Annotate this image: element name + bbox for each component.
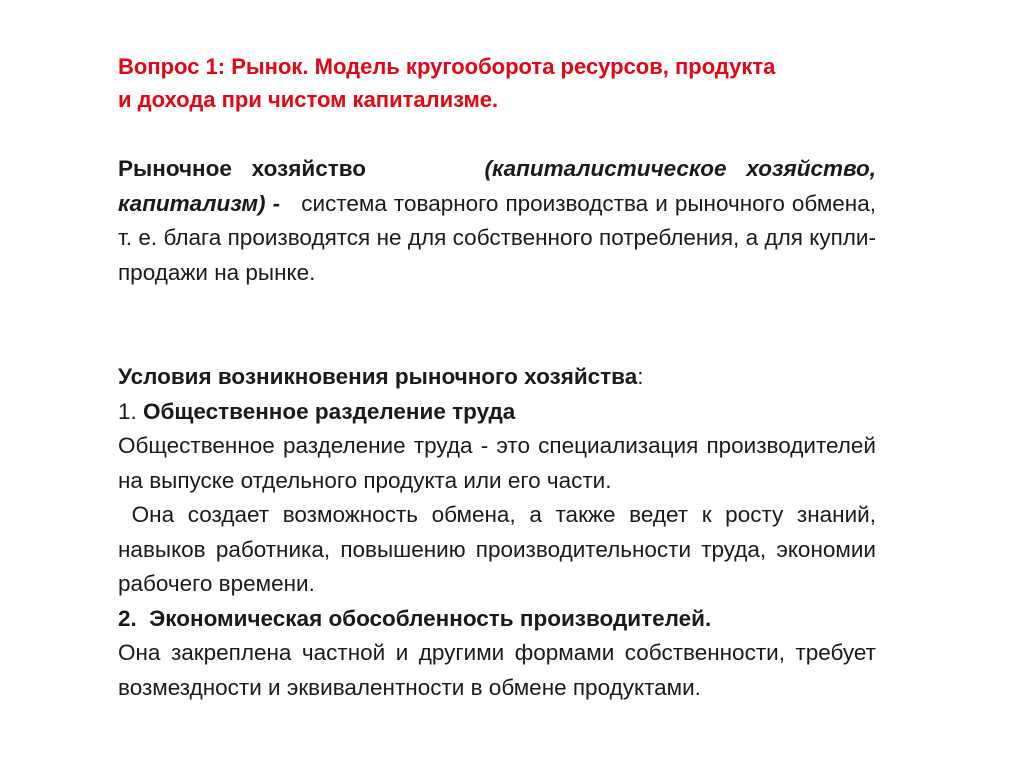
slide-title-line-2: и дохода при чистом капитализме. bbox=[118, 87, 499, 112]
market-economy-definition bbox=[118, 152, 883, 290]
slide-content bbox=[118, 50, 883, 705]
condition-1-definition: Общественное разделение труда - это специализация производителей на выпуске отдельного продукта или его части. bbox=[118, 433, 876, 493]
condition-1-title: Общественное разделение труда bbox=[143, 398, 516, 424]
conditions-heading-colon: : bbox=[637, 364, 644, 389]
spacer bbox=[118, 116, 876, 152]
condition-1-number: 1. bbox=[118, 398, 144, 424]
condition-1-effects: Она создает возможность обмена, а также ведет к росту знаний, навыков работника, повышению производительности труда, экономии рабочего времени. bbox=[118, 502, 883, 596]
condition-2-heading: 2. Экономическая обособленность производителей. bbox=[118, 605, 712, 631]
definition-parenthetical: (капиталистическое хозяйство, капитализм) - bbox=[118, 156, 876, 216]
definition-text: система товарного производства и рыночного обмена, т. е. блага производятся не для собственного потребления, а для купли-продажи на рынке. bbox=[118, 190, 883, 285]
slide-title-line-1: Вопрос 1: Рынок. Модель кругооборота ресурсов, продукта bbox=[118, 54, 776, 79]
condition-2-text: Она закреплена частной и другими формами собственности, требует возмездности и эквивалентности в обмене продуктами. bbox=[118, 640, 876, 700]
conditions-heading-text: Условия возникновения рыночного хозяйства bbox=[118, 364, 638, 389]
condition-1-heading bbox=[118, 395, 876, 430]
slide-bottom-edge bbox=[0, 762, 1024, 767]
conditions-heading bbox=[118, 360, 876, 395]
slide-title bbox=[118, 50, 876, 116]
definition-term: Рыночное хозяйство bbox=[118, 156, 367, 181]
definition-term-gap bbox=[366, 156, 465, 181]
spacer bbox=[118, 290, 876, 360]
